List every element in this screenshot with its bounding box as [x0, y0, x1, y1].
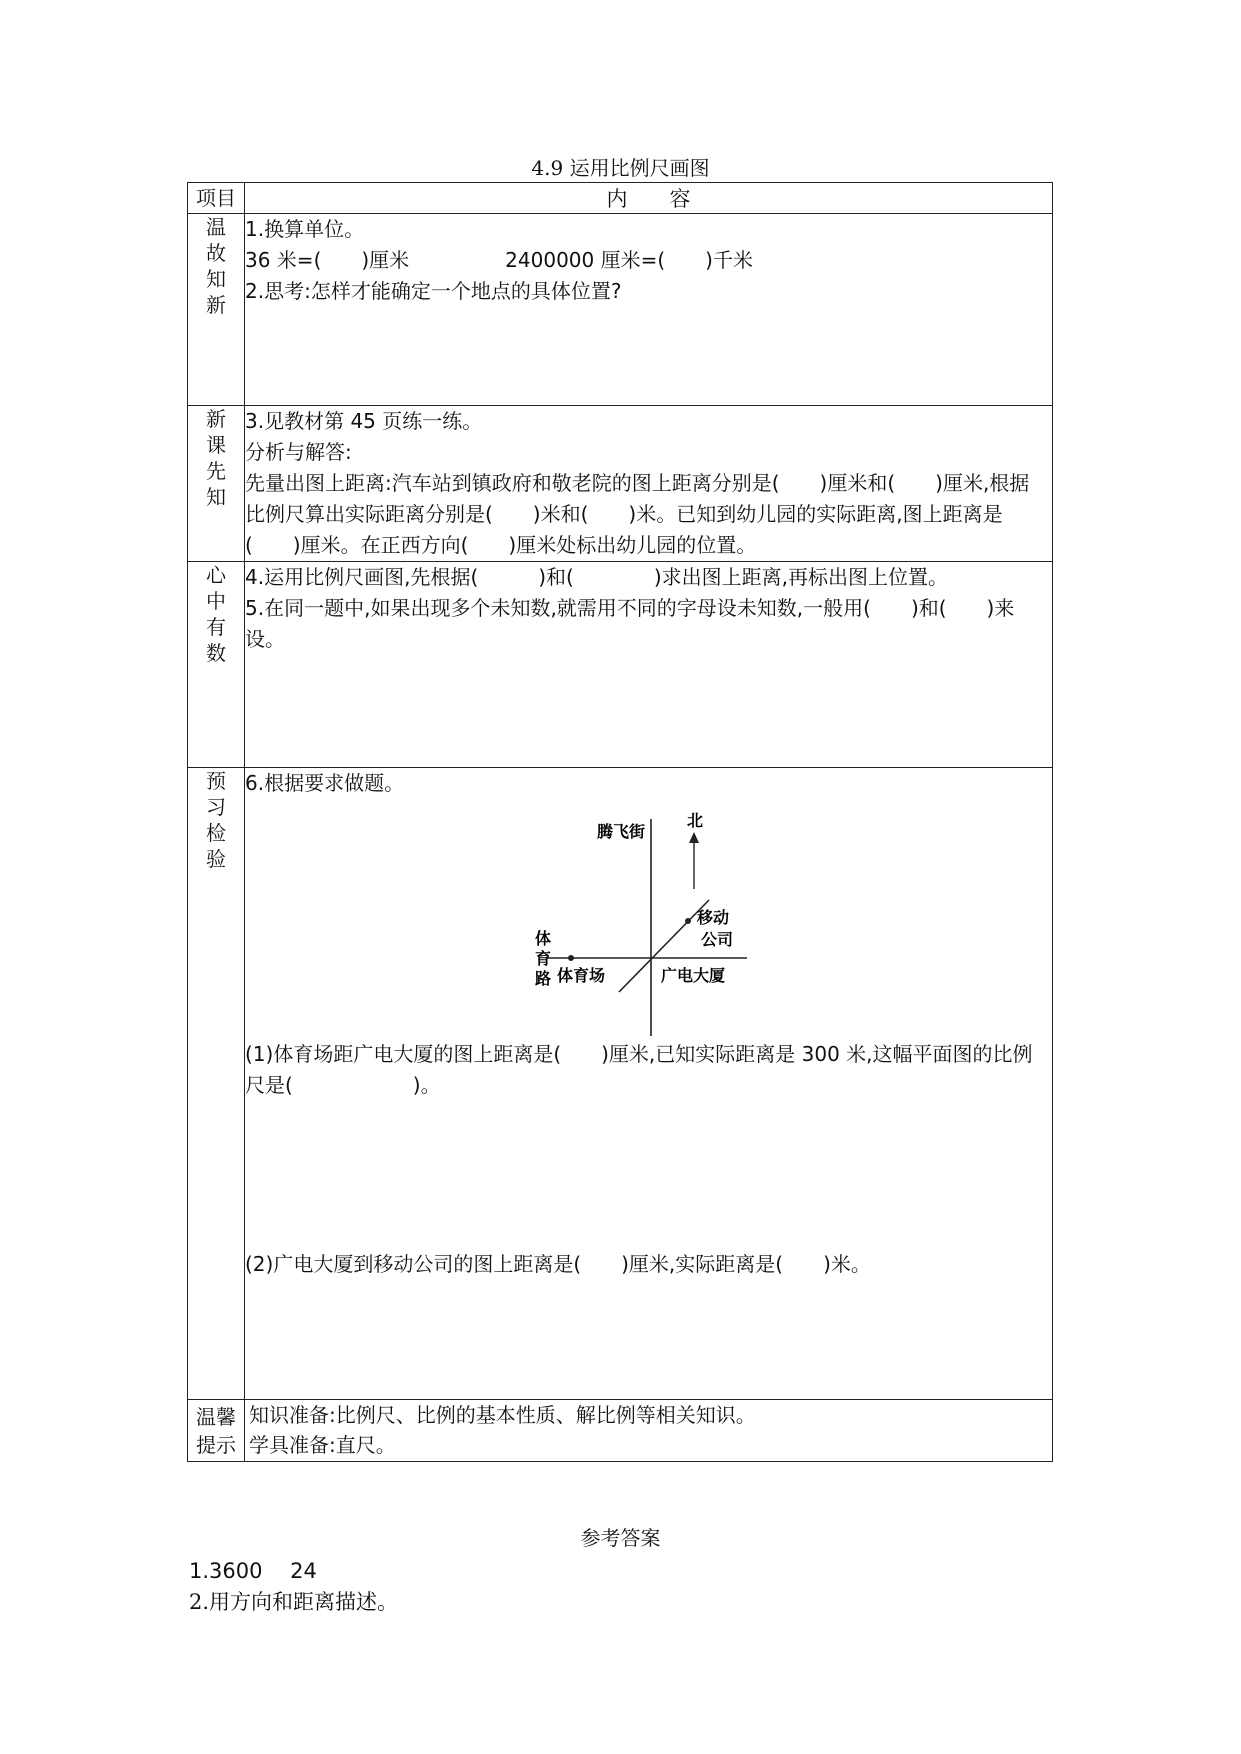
- row-content: [245, 406, 1053, 562]
- road-label: [535, 929, 557, 988]
- row-label-text: 温馨提示: [196, 1404, 236, 1457]
- road-label-char: 育: [535, 949, 552, 968]
- table-row: [188, 1400, 1053, 1462]
- conversion-item: 2400000 厘米=( )千米: [505, 248, 753, 272]
- question-1: (1)体育场距广电大厦的图上距离是( )厘米,已知实际距离是 300 米,这幅平面图的比例尺是( )。: [245, 1042, 1033, 1097]
- content-line: 知识准备:比例尺、比例的基本性质、解比例等相关知识。: [249, 1403, 756, 1427]
- content-line: 5.在同一题中,如果出现多个未知数,就需用不同的字母设未知数,一般用( )和( )来设。: [245, 596, 1015, 651]
- row-content: [245, 214, 1053, 406]
- stadium-label: 体育场: [557, 966, 606, 985]
- row-label: [188, 214, 245, 406]
- north-label: 北: [686, 811, 704, 830]
- content-line: [245, 245, 1052, 276]
- header-item-cell: 项目: [188, 183, 245, 214]
- stadium-point: [568, 955, 574, 961]
- row-content: [245, 1400, 1053, 1462]
- row-label: [188, 406, 245, 562]
- content-line: 分析与解答:: [245, 440, 352, 464]
- content-line: 2.思考:怎样才能确定一个地点的具体位置?: [245, 279, 622, 303]
- map-diagram: [245, 799, 1048, 1039]
- content-line: 6.根据要求做题。: [245, 771, 405, 795]
- company-label-line2: 公司: [701, 930, 734, 949]
- table-row: [188, 214, 1053, 406]
- company-label: [696, 908, 735, 949]
- row-label: [188, 768, 245, 1400]
- north-arrow-icon: [689, 832, 699, 843]
- map-diagram-svg: [507, 799, 747, 1039]
- company-point: [685, 918, 691, 924]
- row-label-text: 预习检验: [206, 769, 226, 871]
- row-content: [245, 768, 1053, 1400]
- answers-heading: 参考答案: [580, 1526, 661, 1550]
- content-line: 1.换算单位。: [245, 217, 365, 241]
- row-label-text: 新课先知: [206, 407, 226, 509]
- content-line: 学具准备:直尺。: [249, 1433, 396, 1457]
- content-line: 4.运用比例尺画图,先根据( )和( )求出图上距离,再标出图上位置。: [245, 565, 949, 589]
- content-paragraph: 先量出图上距离:汽车站到镇政府和敬老院的图上距离分别是( )厘米和( )厘米,根据比例尺算出实际距离分别是( )米和( )米。已知到幼儿园的实际距离,图上距离是( )厘米。在正西方向( )厘米处标出幼儿园的位置。: [245, 471, 1030, 557]
- header-content-cell: 内 容: [245, 183, 1053, 214]
- conversion-item: 36 米=( )厘米: [245, 248, 410, 272]
- row-label-text: 心中有数: [206, 563, 226, 665]
- answer-line: 2.用方向和距离描述。: [189, 1590, 399, 1614]
- page-title: 4.9 运用比例尺画图: [531, 156, 710, 180]
- row-label-text: 温故知新: [206, 215, 226, 317]
- study-sheet-table: [187, 182, 1053, 1462]
- table-row: [188, 406, 1053, 562]
- table-row: [188, 562, 1053, 768]
- row-label: [188, 562, 245, 768]
- company-label-line1: 移动: [697, 908, 730, 927]
- row-content: [245, 562, 1053, 768]
- table-row: [188, 768, 1053, 1400]
- road-label-char: 路: [535, 969, 552, 988]
- row-label: [188, 1400, 245, 1462]
- content-line: 3.见教材第 45 页练一练。: [245, 409, 483, 433]
- road-label-char: 体: [535, 929, 552, 948]
- table-header-row: [188, 183, 1053, 214]
- street-label: 腾飞街: [596, 822, 646, 841]
- building-label: 广电大厦: [661, 966, 726, 985]
- answer-line: 1.3600 24: [189, 1559, 317, 1583]
- question-2: (2)广电大厦到移动公司的图上距离是( )厘米,实际距离是( )米。: [245, 1252, 871, 1276]
